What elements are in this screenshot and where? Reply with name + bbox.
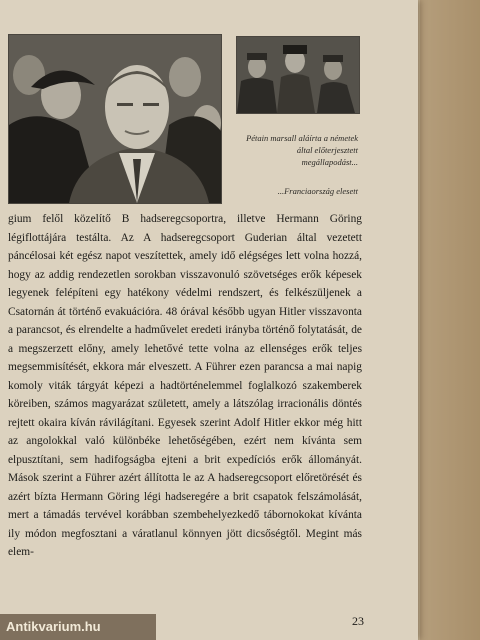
page-number: 23 xyxy=(352,614,364,628)
watermark: Antikvarium.hu xyxy=(0,614,156,640)
crowd-photo xyxy=(8,34,222,204)
body-text xyxy=(8,210,362,562)
photo-source-line: ...Franciaország elesett xyxy=(277,186,358,196)
book-edge xyxy=(420,0,480,640)
crowd-photo-drawing xyxy=(9,35,221,203)
officers-photo-drawing xyxy=(237,37,359,113)
body-paragraph: gium felől közelítő B hadseregcsoportra, illetve Hermann Göring légiflottájára testálta. Az A hadseregcsoport Guderian által vezetett páncélosai két egész napot veszítettek, amely idő elégséges lett volna hozzá, hogy az addig rendezetlen sorokban visszavonuló szövetséges erők képesek legyenek felépíteni egy hatékony védelmi rendszert, és felkészüljenek a Csatornán át történő evakuációra. 48 órával később ugyan Hitler visszavonta a parancsot, és elrendelte a hadművelet eredeti irányba történő folytatását, de a megszerzett előny, amely lehetővé tette volna az ellenséges erők teljes megsemmisítését, ekkora már elveszett. A Führer ezen parancsa a mai napig komoly viták tárgyát képezi a hadtörténelemmel foglalkozó szakemberek köreiben, számos magyarázat született, amely a látszólag irracionális döntés rejtett okaira kíván rávilágítani. Egyesek szerint Adolf Hitler ekkor még hitt az angolokkal való különbéke lehetőségében, ezért nem kívánta sem elpusztítani, sem hadifogságba ejteni a brit expedíciós erők állományát. Mások szerint a Führer azért állította le az A hadseregcsoport előretörését és azért bízta Hermann Göring légi hadseregére a brit csapatok felszámolását, mert a támadás tervével korábban szembehelyezkedő tábornokokat kívánta ily módon megfosztani a váratlanul könnyen jött dicsőségtől. Megint más elem- xyxy=(8,213,362,558)
photo-caption: Pétain marsall aláírta a németek által előterjesztett megállapodást... xyxy=(246,133,358,167)
officers-photo xyxy=(236,36,360,114)
